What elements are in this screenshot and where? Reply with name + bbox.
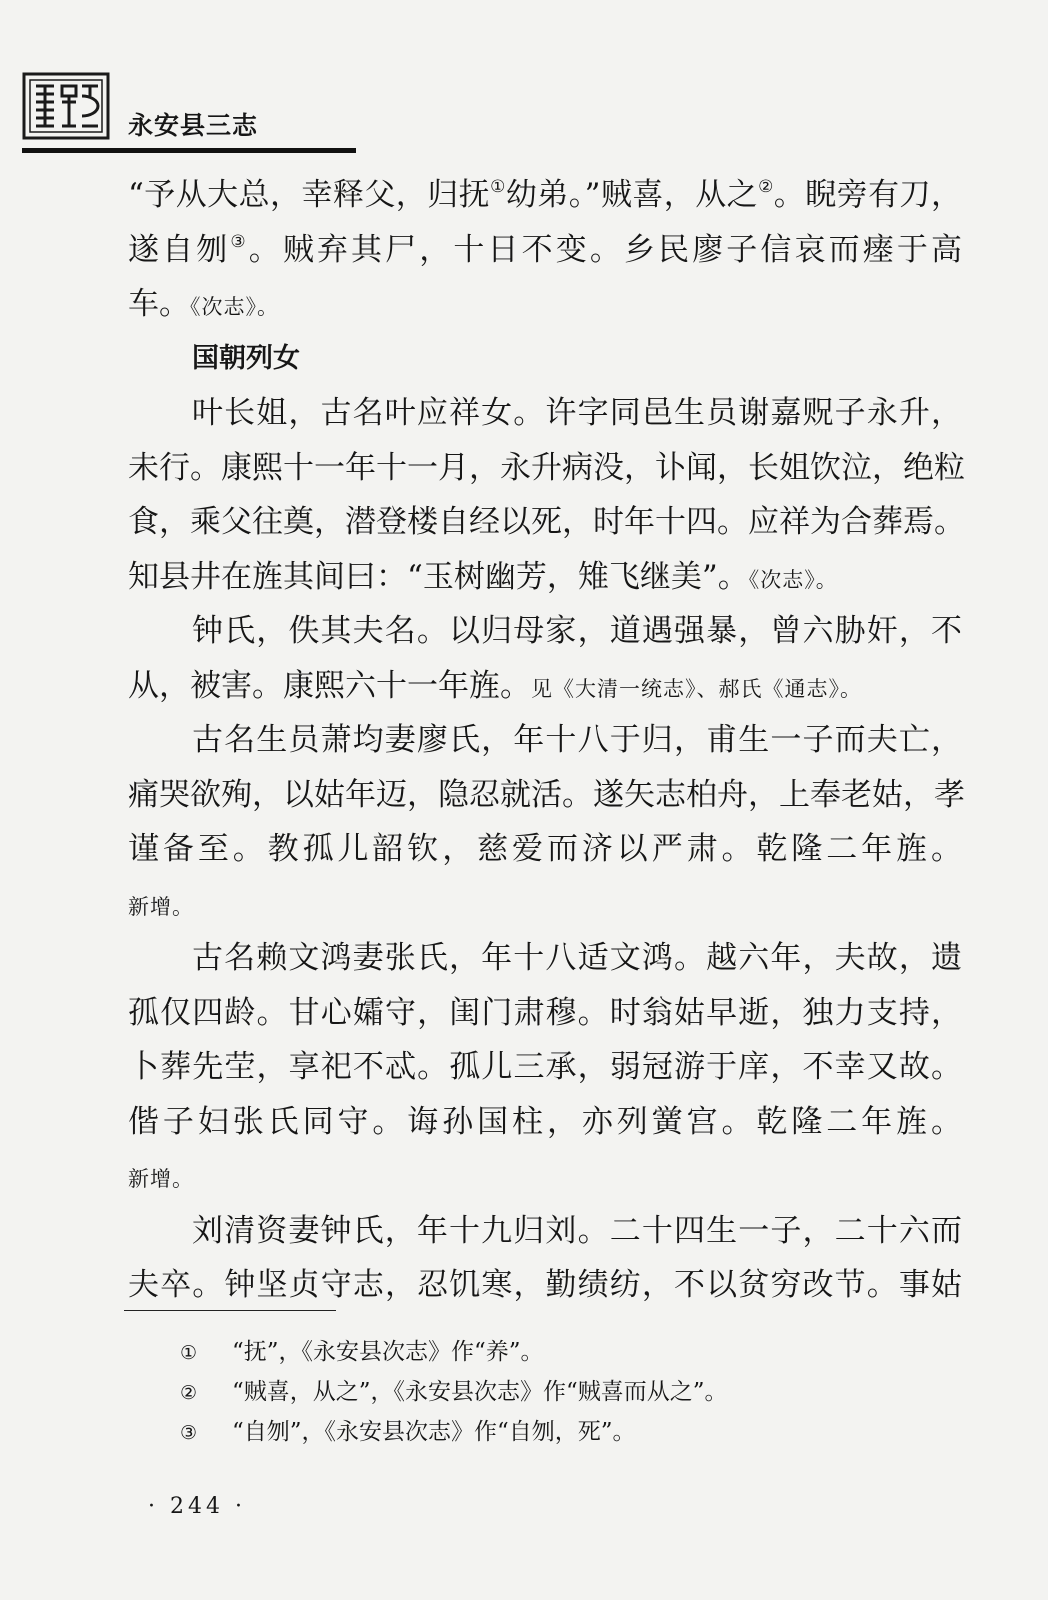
footnote-text: “贼喜，从之”，《永安县次志》作“贼喜而从之”。 <box>232 1379 728 1405</box>
text-line: 未行。康熙十一年十一月，永升病没，讣闻，长姐饮泣，绝粒 <box>128 449 965 486</box>
running-header-title: 永安县三志 <box>128 111 259 140</box>
text-line: 谨备至。教孤儿韶钦，慈爱而济以严肃。乾隆二年旌。 <box>128 831 962 867</box>
main-text <box>128 168 965 1313</box>
page-number: · 244 · <box>148 1494 246 1519</box>
source-note: 新增。 <box>128 894 194 919</box>
text-line <box>128 877 962 932</box>
text-line <box>128 1149 962 1204</box>
text-line: 食，乘父往奠，潜登楼自经以死，时年十四。应祥为合葬焉。 <box>128 504 965 540</box>
text-line: 叶长姐，古名叶应祥女。许字同邑生员谢嘉贶子永升， <box>192 395 962 431</box>
text-line: 痛哭欲殉，以姑年迈，隐忍就活。遂矢志柏舟，上奉老姑，孝 <box>128 776 965 813</box>
source-note: 《次志》。 <box>190 295 279 319</box>
footnote-number: ③ <box>180 1422 198 1444</box>
section-heading: 国朝列女 <box>192 342 300 374</box>
text-line: 卜葬先茔，享祀不忒。孤儿三承，弱冠游于庠，不幸又故。 <box>128 1049 962 1085</box>
footnote-marker[interactable]: ② <box>758 177 774 197</box>
text-line: 车。《次志》。 <box>128 286 279 322</box>
footnote-rule <box>124 1310 336 1311</box>
text-line: 知县井在旌其间曰：“玉树幽芳，雉飞继美”。《次志》。 <box>128 558 838 595</box>
footnote-number: ② <box>180 1382 198 1404</box>
header-rule <box>22 148 356 153</box>
text-line: 刘清资妻钟氏，年十九归刘。二十四生一子，二十六而 <box>192 1212 962 1249</box>
footnote-item <box>180 1372 940 1412</box>
footnote-item <box>180 1332 940 1372</box>
footnotes <box>180 1332 940 1452</box>
source-note: 见《大清一统志》、郝氏《通志》。 <box>531 676 862 701</box>
text-line: “予从大总，幸释父，归抚①幼弟。”贼喜，从之②。睨旁有刀， <box>128 177 962 213</box>
text-line: 古名生员萧均妻廖氏，年十八于归，甫生一子而夫亡， <box>192 722 962 758</box>
footnote-marker[interactable]: ③ <box>230 231 249 252</box>
text-line: 遂自刎③。贼弃其尸，十日不变。乡民廖子信哀而瘗于高 <box>128 231 962 268</box>
footnote-text: “自刎”，《永安县次志》作“自刎，死”。 <box>232 1419 636 1445</box>
text-line: 偕子妇张氏同守。诲孙国柱，亦列黉宫。乾隆二年旌。 <box>128 1103 962 1140</box>
footnote-text: “抚”，《永安县次志》作“养”。 <box>232 1339 544 1365</box>
source-note: 《次志》。 <box>748 567 838 592</box>
footnote-marker[interactable]: ① <box>490 177 506 197</box>
footnote-item <box>180 1412 940 1452</box>
footnote-number: ① <box>180 1342 198 1364</box>
text-line: 孤仅四龄。甘心孀守，闺门肃穆。时翁姑早逝，独力支持， <box>128 994 962 1031</box>
text-line: 古名赖文鸿妻张氏，年十八适文鸿。越六年，夫故，遗 <box>192 940 962 976</box>
text-line: 从，被害。康熙六十一年旌。见《大清一统志》、郝氏《通志》。 <box>128 667 862 704</box>
text-line: 夫卒。钟坚贞守志，忍饥寒，勤绩纺，不以贫穷改节。事姑 <box>128 1267 962 1303</box>
text-line: 钟氏，佚其夫名。以归母家，道遇强暴，曾六胁奸，不 <box>192 613 962 649</box>
seal-stamp-logo <box>22 70 110 142</box>
source-note: 新增。 <box>128 1167 194 1191</box>
